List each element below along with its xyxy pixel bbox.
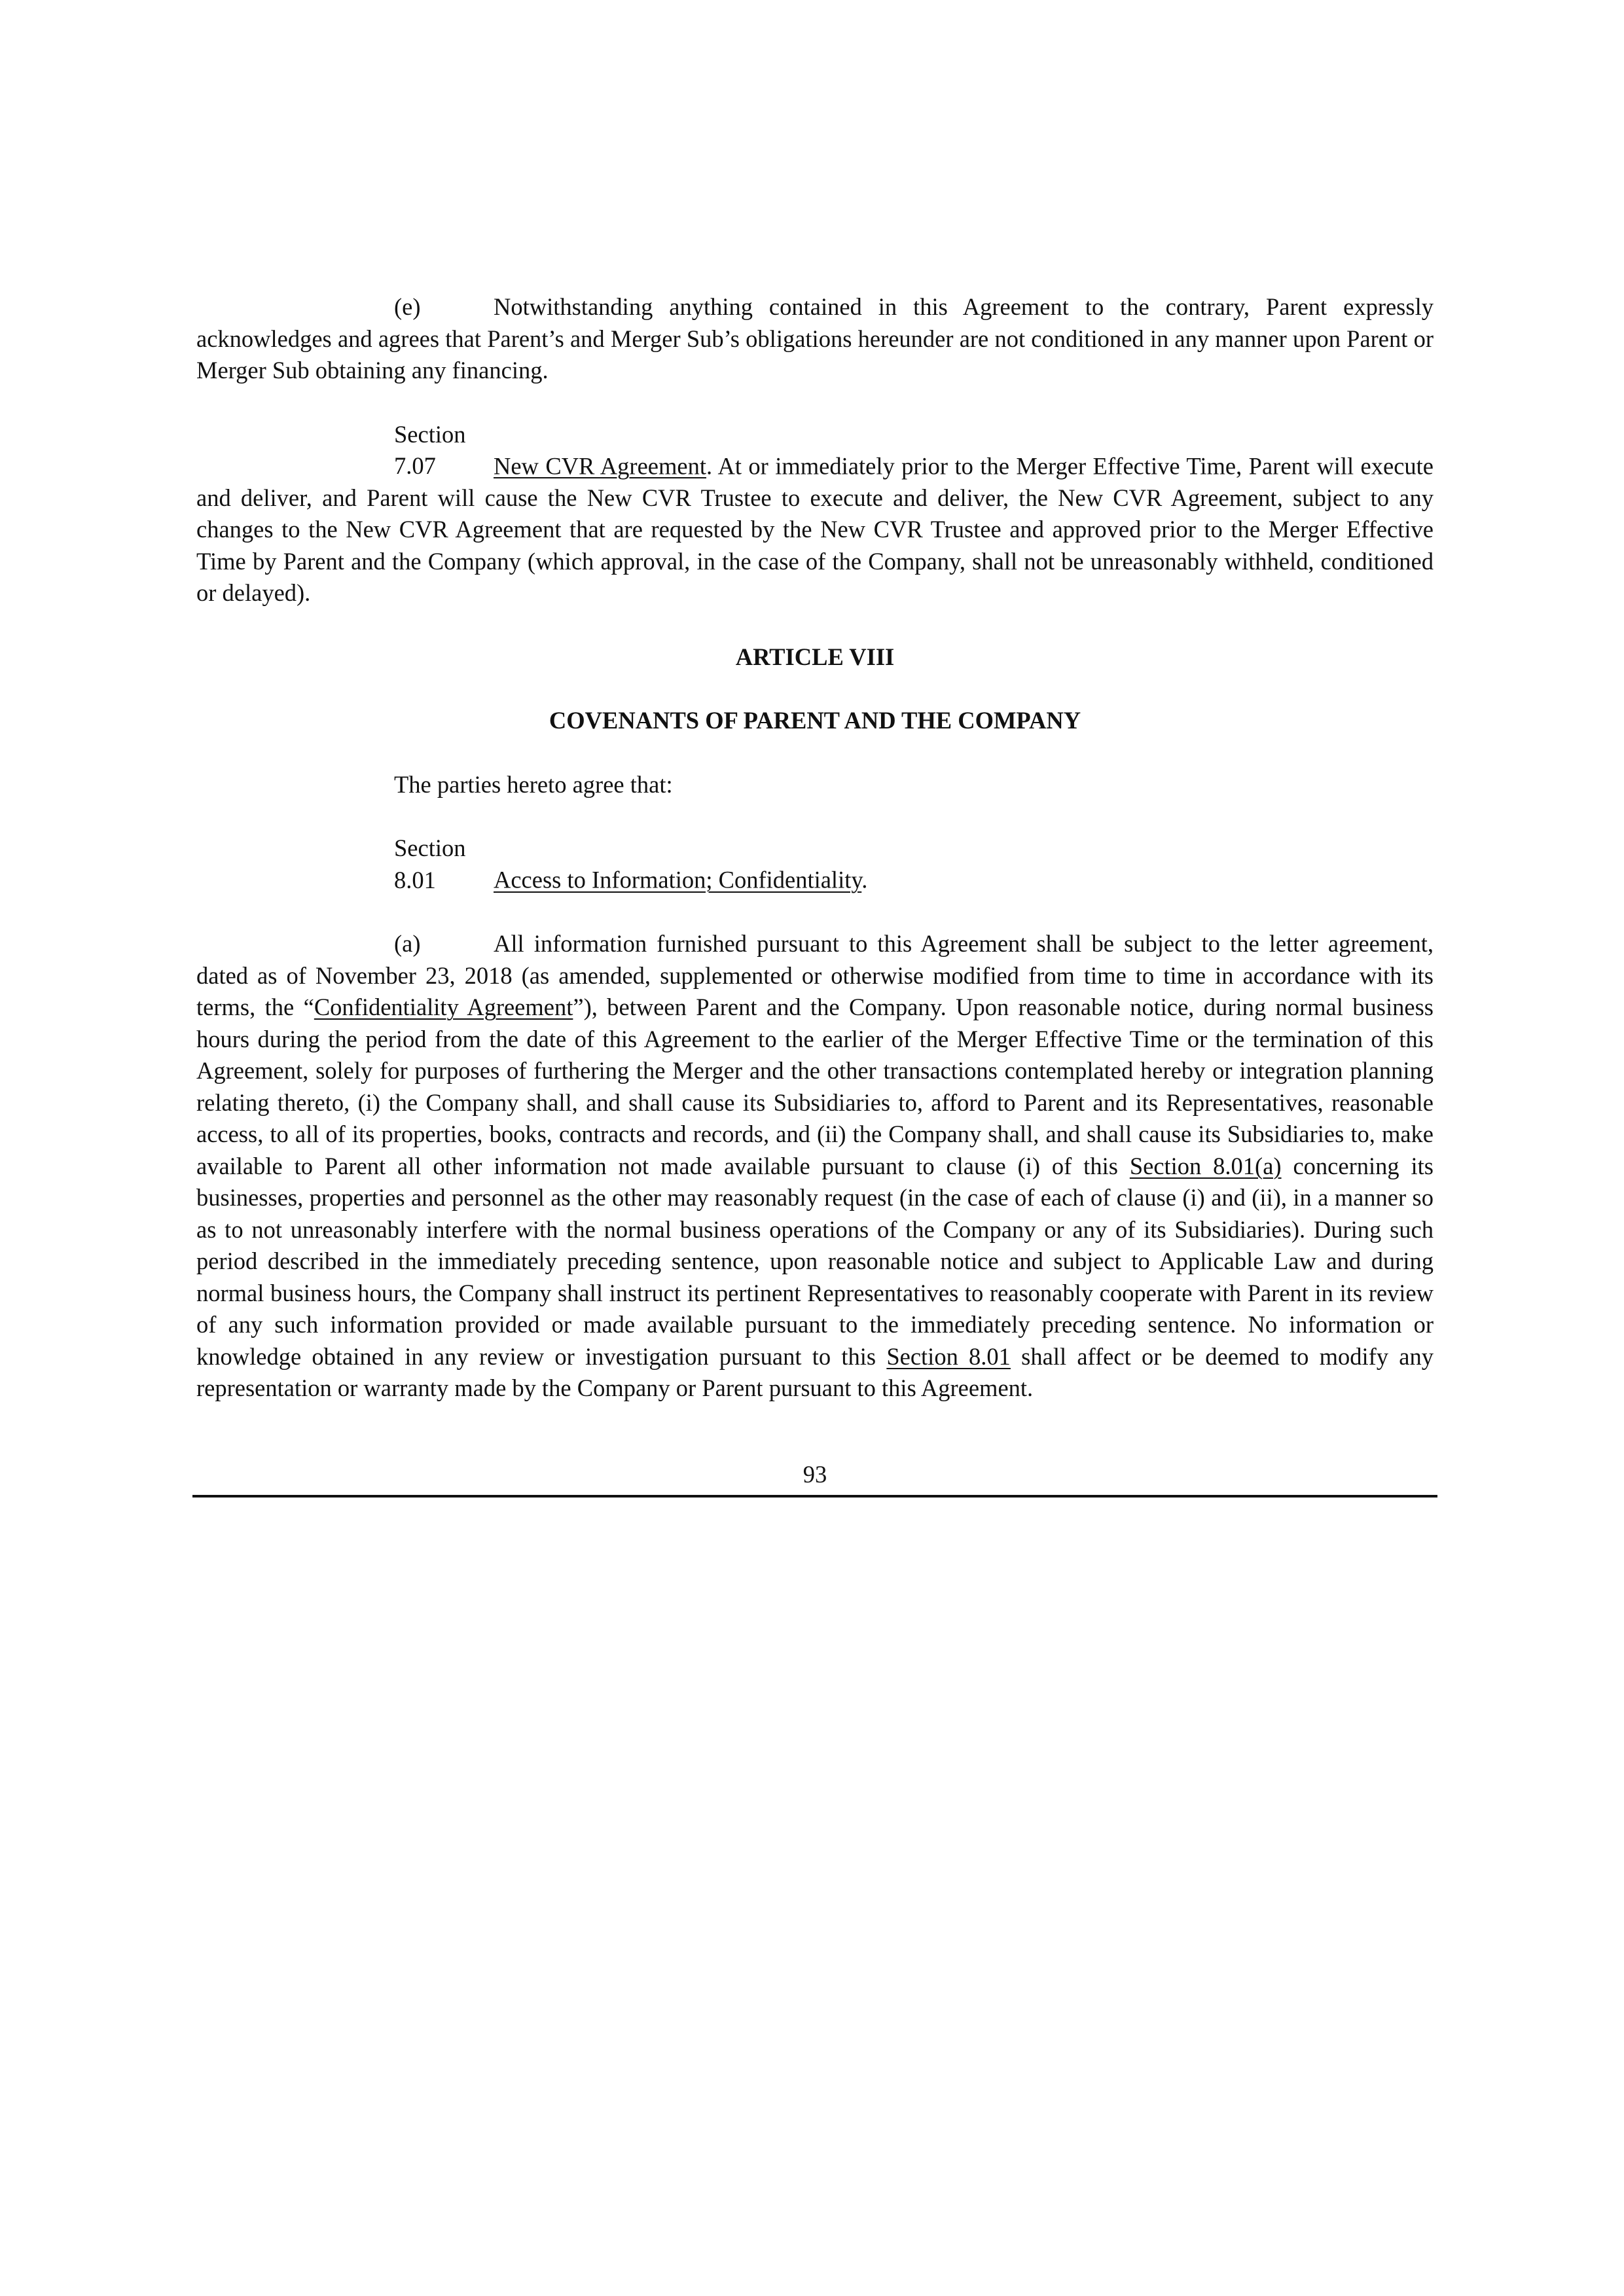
section-8-01-period: . bbox=[861, 866, 868, 893]
spacer bbox=[196, 800, 1434, 833]
section-7-07-number: Section 7.07 bbox=[394, 420, 466, 479]
spacer bbox=[196, 737, 1434, 769]
paragraph-a-text-4: shall affect or be deemed to modify any representation or warranty made by the Company or Parent pursuant to this Agreement. bbox=[196, 1342, 1434, 1401]
spacer bbox=[196, 609, 1434, 641]
spacer bbox=[196, 387, 1434, 419]
section-8-01a-reference: Section 8.01(a) bbox=[1129, 1152, 1282, 1179]
article-title: COVENANTS OF PARENT AND THE COMPANY bbox=[549, 707, 1081, 734]
paragraph-a-text-1: All information furnished pursuant to this Agreement shall be subject to the letter agreement, dated as of November 23, 2018 (as amended, supplemented or otherwise modified from time to time in accordance with its terms, the “ bbox=[196, 930, 1434, 1020]
section-8-01-heading: Access to Information; Confidentiality bbox=[494, 866, 862, 893]
section-8-01-reference: Section 8.01 bbox=[886, 1342, 1011, 1370]
document-page bbox=[196, 291, 1434, 1405]
section-7-07 bbox=[196, 419, 1434, 609]
section-8-01 bbox=[196, 833, 1434, 896]
footer-rule bbox=[192, 1495, 1437, 1498]
paragraph-a-text-3: concerning its businesses, properties and personnel as the other may reasonably request (in the case of each of clause (i) and (ii), in a manner so as to not unreasonably interfere with the normal business operations of the Company or any of its Subsidiaries). During such period described in the immediately preceding sentence, upon reasonable notice and subject to Applicable Law and during normal business hours, the Company shall instruct its pertinent Representatives to reasonably cooperate with Parent in its review of any such information provided or made available pursuant to the immediately preceding sentence. No information or knowledge obtained in any review or investigation pursuant to this bbox=[196, 1152, 1434, 1370]
paragraph-e bbox=[196, 291, 1434, 387]
confidentiality-agreement-term: Confidentiality Agreement bbox=[314, 994, 573, 1020]
spacer bbox=[196, 673, 1434, 705]
paragraph-a bbox=[196, 928, 1434, 1405]
article-number: ARTICLE VIII bbox=[735, 643, 895, 670]
page-number: 93 bbox=[803, 1461, 827, 1488]
paragraph-a-label: (a) bbox=[394, 930, 421, 957]
section-7-07-heading: New CVR Agreement bbox=[494, 452, 706, 479]
paragraph-e-label: (e) bbox=[394, 293, 421, 320]
intro-text: The parties hereto agree that: bbox=[394, 770, 673, 798]
paragraph-e-text: Notwithstanding anything contained in this Agreement to the contrary, Parent expressly acknowledges and agrees that Parent’s and Merger Sub’s obligations hereunder are not conditioned in any manner upon Parent or Merger Sub obtaining any financing. bbox=[196, 293, 1434, 384]
spacer bbox=[196, 896, 1434, 928]
section-7-07-text: . At or immediately prior to the Merger Effective Time, Parent will execute and deliver, and Parent will cause the New CVR Trustee to execute and deliver, the New CVR Agreement, subject to any changes to the New CVR Agreement that are requested by the New CVR Trustee and approved prior to the Merger Effective Time by Parent and the Company (which approval, in the case of the Company, shall not be unreasonably withheld, conditioned or delayed). bbox=[196, 452, 1434, 606]
paragraph-a-text-2: ”), between Parent and the Company. Upon reasonable notice, during normal business hours during the period from the date of this Agreement to the earlier of the Merger Effective Time or the termination of this Agreement, solely for purposes of furthering the Merger and the other transactions contemplated hereby or integration planning relating thereto, (i) the Company shall, and shall cause its Subsidiaries to, afford to Parent and its Representatives, reasonable access, to all of its properties, books, contracts and records, and (ii) the Company shall, and shall cause its Subsidiaries to, make available to Parent all other information not made available pursuant to clause (i) of this bbox=[196, 994, 1434, 1179]
section-8-01-number: Section 8.01 bbox=[394, 834, 466, 893]
